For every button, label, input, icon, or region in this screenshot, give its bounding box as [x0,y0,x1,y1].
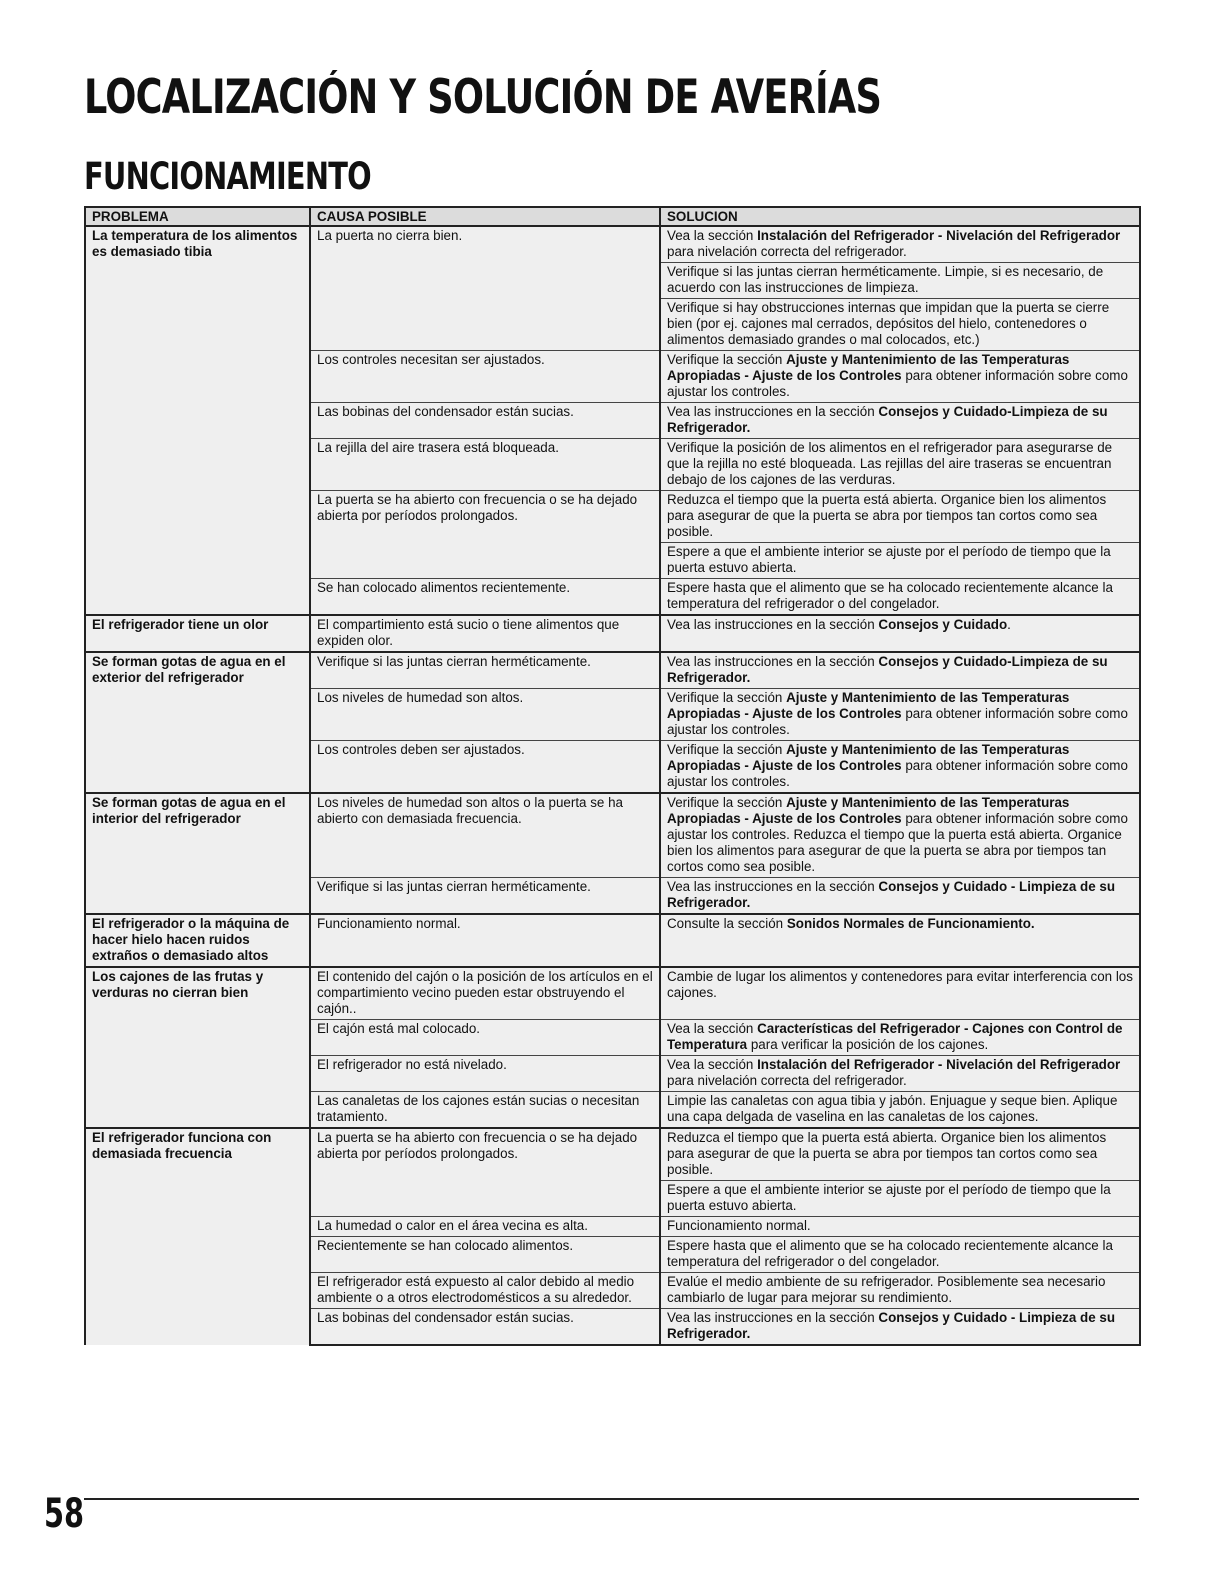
solution-text: para nivelación correcta del refrigerador. [667,1073,907,1088]
table-header-row [85,207,1140,226]
solution-text: Evalúe el medio ambiente de su refrigerador. Posiblemente sea necesario cambiarlo de lugar para mejorar su rendimiento. [667,1274,1106,1305]
solution-text: Verifique la sección [667,795,787,810]
solution-text: Verifique si hay obstrucciones internas que impidan que la puerta se cierre bien (por ej. cajones mal cerrados, depósitos del hielo, contenedores o alimentos demasiado grandes o mal colocados, etc.) [667,300,1110,347]
cause-cell: Se han colocado alimentos recientemente. [310,579,660,616]
problem-cell: El refrigerador tiene un olor [85,615,310,652]
solution-cell [660,967,1140,1020]
solution-cell [660,741,1140,794]
solution-text: Espere a que el ambiente interior se ajuste por el período de tiempo que la puerta estuvo abierta. [667,1182,1111,1213]
solution-text: Vea la sección [667,228,758,243]
cause-cell: Verifique si las juntas cierran herméticamente. [310,652,660,689]
solution-text: Vea las instrucciones en la sección [667,404,879,419]
cause-cell: Verifique si las juntas cierran herméticamente. [310,878,660,915]
solution-text: Cambie de lugar los alimentos y contenedores para evitar interferencia con los cajones. [667,969,1133,1000]
solution-cell [660,1128,1140,1181]
problem-cell: Se forman gotas de agua en el interior del refrigerador [85,793,310,914]
cause-cell: Las bobinas del condensador están sucias. [310,403,660,439]
problem-cell: El refrigerador o la máquina de hacer hielo hacen ruidos extraños o demasiado altos [85,914,310,967]
solution-cell [660,403,1140,439]
cause-cell: Las canaletas de los cajones están sucias o necesitan tratamiento. [310,1092,660,1129]
page-number: 58 [44,1491,85,1537]
solution-reference: Características del Refrigerador - Cajones con Control de Temperatura [667,1021,1123,1052]
solution-text: Verifique si las juntas cierran herméticamente. Limpie, si es necesario, de acuerdo con las instrucciones de limpieza. [667,264,1104,295]
solution-reference: Ajuste y Mantenimiento de las Temperaturas Apropiadas - Ajuste de los Controles [667,742,1070,773]
solution-reference: Sonidos Normales de Funcionamiento. [786,916,1035,931]
table-row [85,226,1140,263]
table-row [85,615,1140,652]
solution-text: Espere hasta que el alimento que se ha colocado recientemente alcance la temperatura del refrigerador o del congelador. [667,1238,1113,1269]
solution-cell [660,793,1140,878]
solution-text: Funcionamiento normal. [667,1218,811,1233]
problem-cell: El refrigerador funciona con demasiada frecuencia [85,1128,310,1345]
solution-cell [660,652,1140,689]
solution-reference: Consejos y Cuidado - Limpieza de su Refrigerador. [667,1310,1116,1341]
solution-cell [660,1273,1140,1309]
cause-cell: El compartimiento está sucio o tiene alimentos que expiden olor. [310,615,660,652]
cause-cell: Funcionamiento normal. [310,914,660,967]
solution-reference: Consejos y Cuidado - Limpieza de su Refrigerador. [667,879,1116,910]
header-problema: PROBLEMA [85,207,310,226]
cause-cell: El refrigerador está expuesto al calor debido al medio ambiente o a otros electrodomésticos a su alrededor. [310,1273,660,1309]
table-row [85,914,1140,967]
solution-text: Verifique la sección [667,352,787,367]
troubleshooting-table [84,206,1141,1346]
table-row [85,1128,1140,1181]
solution-text: Vea la sección [667,1057,758,1072]
bottom-rule [84,1498,1139,1500]
cause-cell: Las bobinas del condensador están sucias. [310,1309,660,1346]
solution-cell [660,439,1140,491]
solution-text: Limpie las canaletas con agua tibia y jabón. Enjuague y seque bien. Aplique una capa delgada de vaselina en las canaletas de los cajones. [667,1093,1118,1124]
cause-cell: Los niveles de humedad son altos. [310,689,660,741]
solution-reference: Consejos y Cuidado [878,617,1008,632]
solution-reference: Ajuste y Mantenimiento de las Temperaturas Apropiadas - Ajuste de los Controles [667,795,1070,826]
problem-cell: Los cajones de las frutas y verduras no cierran bien [85,967,310,1128]
header-solucion: SOLUCION [660,207,1140,226]
problem-cell: La temperatura de los alimentos es demasiado tibia [85,226,310,615]
solution-cell [660,1237,1140,1273]
solution-reference: Instalación del Refrigerador - Nivelación del Refrigerador [757,1057,1121,1072]
solution-reference: Instalación del Refrigerador - Nivelación del Refrigerador [757,228,1121,243]
cause-cell: El refrigerador no está nivelado. [310,1056,660,1092]
solution-cell [660,689,1140,741]
solution-cell [660,914,1140,967]
solution-reference: Consejos y Cuidado-Limpieza de su Refrigerador. [667,654,1108,685]
cause-cell: Los controles deben ser ajustados. [310,741,660,794]
table-body [85,226,1140,1345]
cause-cell: La puerta se ha abierto con frecuencia o se ha dejado abierta por períodos prolongados. [310,491,660,579]
solution-text: para obtener información sobre como ajustar los controles. [667,368,1128,399]
solution-reference: Ajuste y Mantenimiento de las Temperaturas Apropiadas - Ajuste de los Controles [667,690,1070,721]
solution-cell [660,579,1140,616]
cause-cell: La rejilla del aire trasera está bloqueada. [310,439,660,491]
solution-text: Consulte la sección [667,916,787,931]
solution-text: Vea la sección [667,1021,758,1036]
solution-cell [660,263,1140,299]
solution-cell [660,1092,1140,1129]
solution-text: Vea las instrucciones en la sección [667,654,879,669]
table-row [85,793,1140,878]
cause-cell: El contenido del cajón o la posición de los artículos en el compartimiento vecino pueden estar obstruyendo el cajón.. [310,967,660,1020]
solution-text: Reduzca el tiempo que la puerta está abierta. Organice bien los alimentos para asegurar de que la puerta se abra por tiempos tan cortos como sea posible. [667,492,1107,539]
solution-text: Reduzca el tiempo que la puerta está abierta. Organice bien los alimentos para asegurar de que la puerta se abra por tiempos tan cortos como sea posible. [667,1130,1107,1177]
solution-cell [660,1020,1140,1056]
solution-cell [660,1309,1140,1346]
solution-cell [660,1181,1140,1217]
solution-text: Verifique la posición de los alimentos en el refrigerador para asegurarse de que la rejilla no esté bloqueada. Las rejillas del aire traseras se encuentran debajo de los cajones de las verduras. [667,440,1113,487]
solution-cell [660,1056,1140,1092]
solution-text: . [1007,617,1011,632]
solution-text: Espere hasta que el alimento que se ha colocado recientemente alcance la temperatura del refrigerador o del congelador. [667,580,1113,611]
solution-text: para obtener información sobre como ajustar los controles. Reduzca el tiempo que la puerta está abierta. Organice bien los alimentos para asegurar de que la puerta se abra por tiempos tan cortos como sea posible. [667,811,1128,874]
solution-cell [660,1217,1140,1237]
cause-cell: La humedad o calor en el área vecina es alta. [310,1217,660,1237]
solution-cell [660,299,1140,351]
cause-cell: Los controles necesitan ser ajustados. [310,351,660,403]
solution-text: Espere a que el ambiente interior se ajuste por el período de tiempo que la puerta estuvo abierta. [667,544,1111,575]
solution-text: Verifique la sección [667,690,787,705]
problem-cell: Se forman gotas de agua en el exterior del refrigerador [85,652,310,793]
header-causa-posible: CAUSA POSIBLE [310,207,660,226]
solution-text: para verificar la posición de los cajones. [747,1037,989,1052]
solution-text: para nivelación correcta del refrigerador. [667,244,907,259]
solution-cell [660,878,1140,915]
cause-cell: Recientemente se han colocado alimentos. [310,1237,660,1273]
solution-text: Vea las instrucciones en la sección [667,1310,879,1325]
solution-text: Verifique la sección [667,742,787,757]
solution-cell [660,491,1140,543]
solution-reference: Consejos y Cuidado-Limpieza de su Refrigerador. [667,404,1108,435]
table-row [85,652,1140,689]
solution-cell [660,351,1140,403]
page-title: LOCALIZACIÓN Y SOLUCIÓN DE AVERÍAS [84,70,882,125]
cause-cell: El cajón está mal colocado. [310,1020,660,1056]
solution-cell [660,543,1140,579]
cause-cell: Los niveles de humedad son altos o la puerta se ha abierto con demasiada frecuencia. [310,793,660,878]
solution-cell [660,226,1140,263]
solution-text: Vea las instrucciones en la sección [667,617,879,632]
solution-text: para obtener información sobre como ajustar los controles. [667,758,1128,789]
solution-text: para obtener información sobre como ajustar los controles. [667,706,1128,737]
table-row [85,967,1140,1020]
solution-reference: Ajuste y Mantenimiento de las Temperaturas Apropiadas - Ajuste de los Controles [667,352,1070,383]
cause-cell: La puerta se ha abierto con frecuencia o se ha dejado abierta por períodos prolongados. [310,1128,660,1217]
solution-text: Vea las instrucciones en la sección [667,879,879,894]
cause-cell: La puerta no cierra bien. [310,226,660,351]
solution-cell [660,615,1140,652]
section-title: FUNCIONAMIENTO [84,155,371,198]
